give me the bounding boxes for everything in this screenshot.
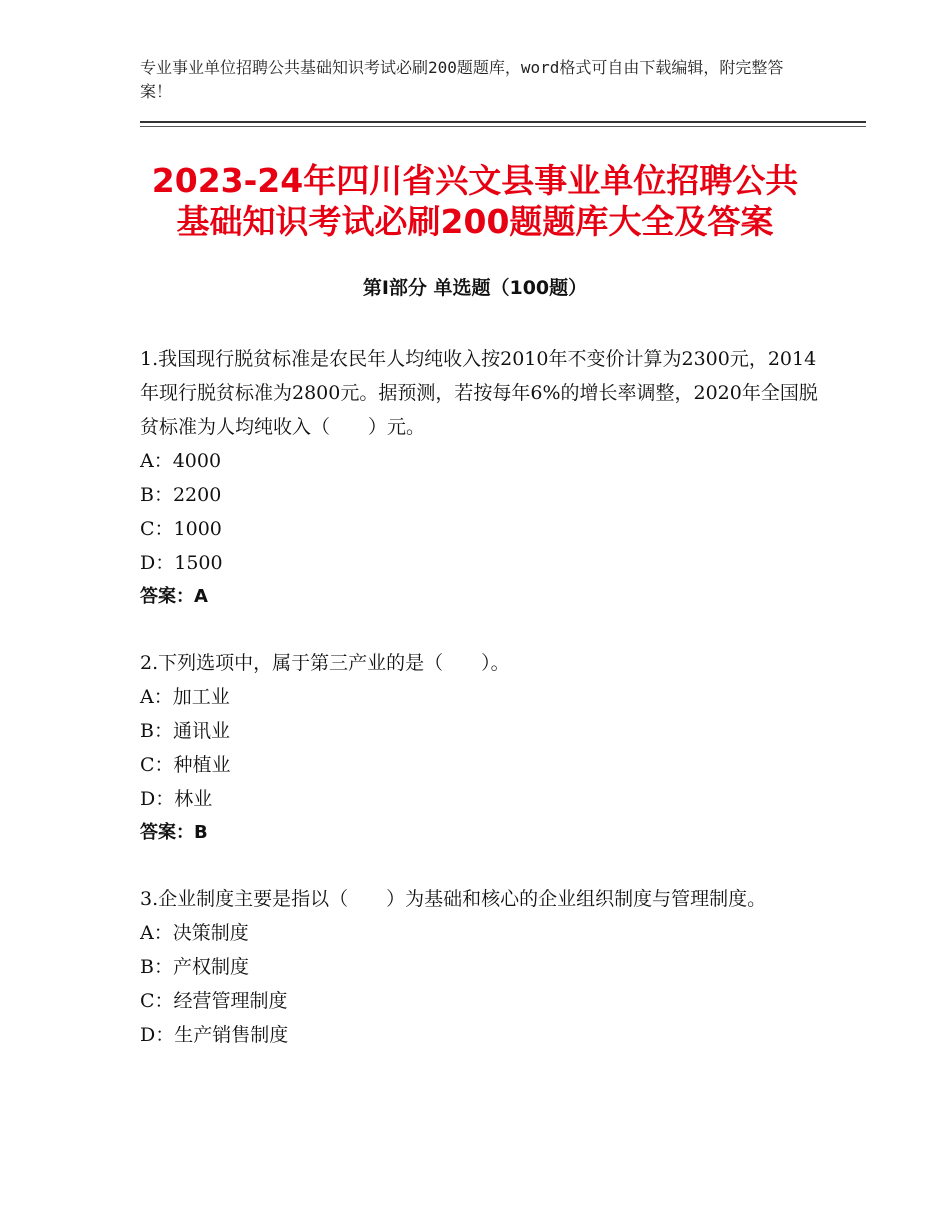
question-stem: 1.我国现行脱贫标准是农民年人均纯收入按2010年不变价计算为2300元，2014年现行脱贫标准为2800元。据预测，若按每年6%的增长率调整，2020年全国脱贫标准为人均纯收入（ ）元。 <box>140 348 818 438</box>
option-d: D：林业 <box>140 788 213 810</box>
document-title-line-1: 2023-24年四川省兴文县事业单位招聘公共 <box>151 161 799 200</box>
option-c: C：经营管理制度 <box>140 990 288 1012</box>
header-note: 专业事业单位招聘公共基础知识考试必刷200题题库，word格式可自由下载编辑，附完整答案！ <box>140 58 784 101</box>
document-title <box>100 160 850 242</box>
header-divider-thin <box>140 126 866 127</box>
section-heading: 第Ⅰ部分 单选题（100题） <box>362 277 588 299</box>
option-c: C：种植业 <box>140 754 231 776</box>
option-c: C：1000 <box>140 518 222 540</box>
question-list <box>140 342 820 1052</box>
document-title-line-2: 基础知识考试必刷200题题库大全及答案 <box>176 202 774 241</box>
option-a: A：加工业 <box>140 686 230 708</box>
option-a: A：决策制度 <box>140 922 249 944</box>
question-stem: 2.下列选项中，属于第三产业的是（ ）。 <box>140 652 510 674</box>
option-d: D：生产销售制度 <box>140 1024 289 1046</box>
option-b: B：2200 <box>140 484 222 506</box>
header-divider <box>140 121 866 123</box>
answer: 答案：B <box>140 822 208 843</box>
option-b: B：通讯业 <box>140 720 230 742</box>
option-d: D：1500 <box>140 552 223 574</box>
question-stem: 3.企业制度主要是指以（ ）为基础和核心的企业组织制度与管理制度。 <box>140 888 767 910</box>
answer: 答案：A <box>140 586 208 607</box>
question-3 <box>140 882 820 1052</box>
option-a: A：4000 <box>140 450 222 472</box>
option-b: B：产权制度 <box>140 956 249 978</box>
question-1 <box>140 342 820 614</box>
question-2 <box>140 646 820 850</box>
